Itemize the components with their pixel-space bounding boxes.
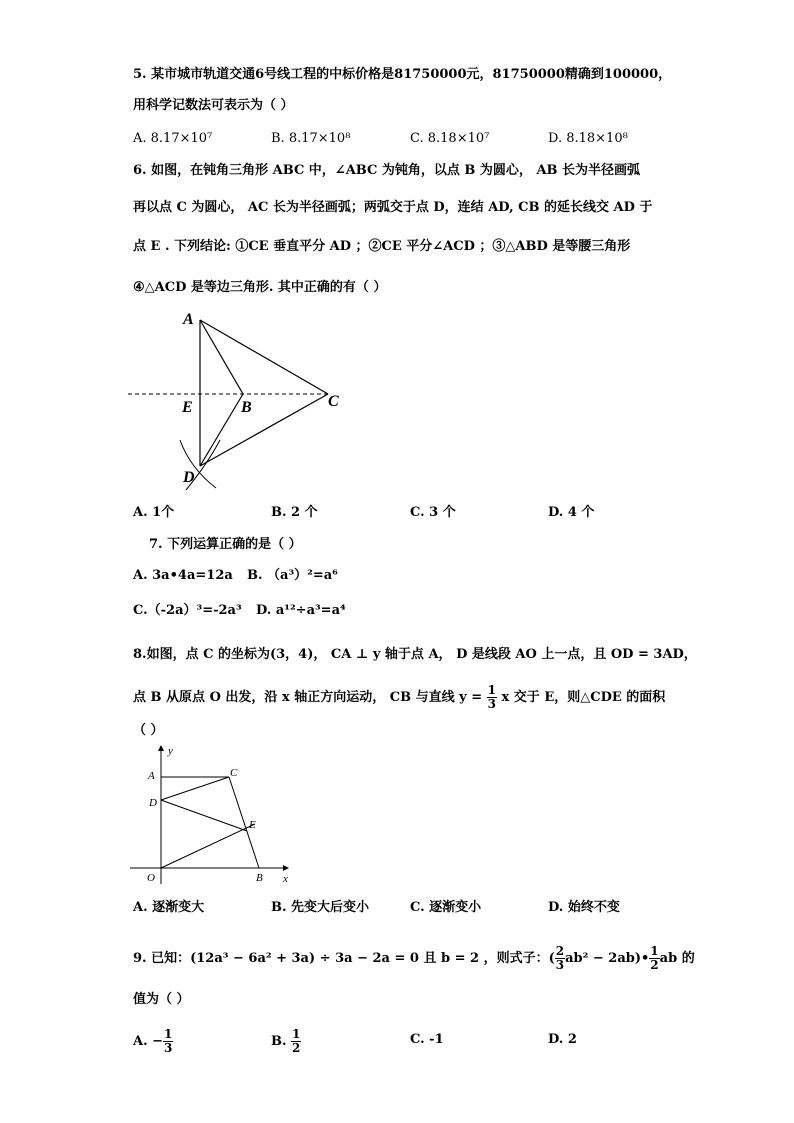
q5-option-b: B. 8.17×10⁸ bbox=[271, 131, 351, 146]
q9-fraction-two-thirds bbox=[555, 945, 565, 972]
q8-label-a: A bbox=[148, 770, 155, 782]
q8-stem-line2 bbox=[133, 684, 665, 711]
q6-option-a: A. 1个 bbox=[133, 505, 175, 520]
q8-option-c: C. 逐渐变小 bbox=[410, 900, 482, 915]
q9-option-a-denominator: 3 bbox=[164, 1041, 173, 1055]
q7-option-b: B. （a³）²=a⁶ bbox=[247, 568, 338, 583]
q6-segment-ac bbox=[200, 320, 328, 394]
q8-option-d: D. 始终不变 bbox=[548, 900, 620, 915]
q8-stem-line1: 8.如图，点 C 的坐标为(3，4)， CA ⊥ y 轴于点 A， D 是线段 AO 上一点，且 OD = 3AD， bbox=[133, 647, 697, 662]
q9-fraction-one-half bbox=[649, 945, 659, 972]
q9-option-a-prefix: A. − bbox=[133, 1034, 164, 1049]
q8-label-d: D bbox=[149, 797, 157, 809]
q9-expression-part2: ab² − 2ab)• bbox=[565, 951, 650, 966]
q5-option-c: C. 8.18×10⁷ bbox=[410, 131, 490, 146]
q8-stem-line3: （ ） bbox=[133, 723, 164, 738]
q5-stem-line2: 用科学记数法可表示为（ ） bbox=[133, 98, 294, 113]
q6-stem-line1: 6. 如图，在钝角三角形 ABC 中，∠ABC 为钝角，以点 B 为圆心， AB 长为半径画弧 bbox=[133, 163, 641, 178]
q8-line-y-third-x bbox=[161, 824, 255, 868]
q8-label-b: B bbox=[256, 872, 263, 884]
q6-option-b: B. 2 个 bbox=[271, 505, 318, 520]
q9-option-a-fraction bbox=[163, 1028, 173, 1055]
q8-fraction-numerator: 1 bbox=[487, 683, 496, 697]
q8-fraction-denominator: 3 bbox=[487, 697, 496, 711]
q6-label-d: D bbox=[183, 469, 195, 486]
q9-expression-part1: 9. 已知：(12a³ − 6a² + 3a) ÷ 3a − 2a = 0 且 b = 2 ，则式子：( bbox=[133, 951, 555, 966]
q8-label-c: C bbox=[230, 767, 238, 779]
q9-fraction2-numerator: 1 bbox=[650, 944, 659, 958]
q8-label-e: E bbox=[249, 819, 256, 831]
q8-label-y: y bbox=[168, 745, 173, 757]
q8-segment-de bbox=[161, 800, 247, 831]
q9-stem-line1 bbox=[133, 945, 695, 972]
q9-option-c: C. -1 bbox=[410, 1032, 444, 1047]
q8-label-x: x bbox=[283, 873, 288, 885]
q5-option-a: A. 8.17×10⁷ bbox=[133, 131, 213, 146]
q7-option-c: C.（-2a）³=-2a³ bbox=[133, 603, 242, 618]
q8-stem-line2-start: 点 B 从原点 O 出发，沿 x 轴正方向运动， CB 与直线 y = bbox=[133, 690, 483, 705]
q9-option-b-fraction bbox=[291, 1028, 301, 1055]
q6-label-c: C bbox=[328, 393, 339, 410]
q7-option-d: D. a¹²÷a³=a⁴ bbox=[256, 603, 346, 618]
q9-option-d: D. 2 bbox=[548, 1032, 577, 1047]
q7-stem: 7. 下列运算正确的是（ ） bbox=[149, 537, 302, 552]
q6-option-d: D. 4 个 bbox=[548, 505, 595, 520]
q9-stem-line2: 值为（ ） bbox=[133, 992, 190, 1007]
q9-option-a bbox=[133, 1028, 173, 1055]
q8-option-b: B. 先变大后变小 bbox=[271, 900, 370, 915]
q9-fraction1-denominator: 3 bbox=[555, 958, 565, 972]
q6-segment-ab bbox=[200, 320, 243, 394]
q8-label-o: O bbox=[147, 872, 155, 884]
q6-option-c: C. 3 个 bbox=[410, 505, 456, 520]
q6-stem-line4: ④△ACD 是等边三角形. 其中正确的有（ ） bbox=[133, 280, 387, 295]
q9-fraction2-denominator: 2 bbox=[650, 958, 659, 972]
q8-option-a: A. 逐渐变大 bbox=[133, 900, 205, 915]
q6-stem-line3: 点 E . 下列结论: ①CE 垂直平分 AD ；②CE 平分∠ACD ；③△ABD 是等腰三角形 bbox=[133, 239, 631, 254]
q9-option-b-numerator: 1 bbox=[292, 1027, 301, 1041]
q9-option-b bbox=[271, 1028, 301, 1055]
q7-option-a: A. 3a•4a=12a bbox=[133, 568, 233, 583]
q6-label-e: E bbox=[182, 399, 193, 416]
q6-stem-line2: 再以点 C 为圆心， AC 长为半径画弧；两弧交于点 D，连结 AD, CB 的延长线交 AD 于 bbox=[133, 200, 653, 215]
q8-fraction-one-third bbox=[487, 684, 497, 711]
q6-label-b: B bbox=[241, 399, 252, 416]
q6-segment-dc bbox=[200, 394, 328, 466]
q8-coordinate-figure bbox=[128, 740, 298, 888]
q9-option-a-numerator: 1 bbox=[164, 1027, 173, 1041]
q5-option-d: D. 8.18×10⁸ bbox=[548, 131, 628, 146]
q6-segment-db bbox=[200, 394, 243, 466]
q8-stem-line2-end: x 交于 E，则△CDE 的面积 bbox=[501, 690, 666, 705]
q9-option-b-denominator: 2 bbox=[292, 1041, 301, 1055]
q8-segment-dc bbox=[161, 777, 229, 800]
q9-fraction1-numerator: 2 bbox=[555, 944, 565, 958]
q6-triangle-figure bbox=[128, 308, 358, 498]
q6-label-a: A bbox=[183, 311, 194, 328]
q5-stem-line1: 5. 某市城市轨道交通6号线工程的中标价格是81750000元，81750000精确到100000， bbox=[133, 67, 672, 82]
q9-expression-part3: ab 的 bbox=[659, 951, 695, 966]
q9-option-b-prefix: B. bbox=[271, 1034, 287, 1049]
